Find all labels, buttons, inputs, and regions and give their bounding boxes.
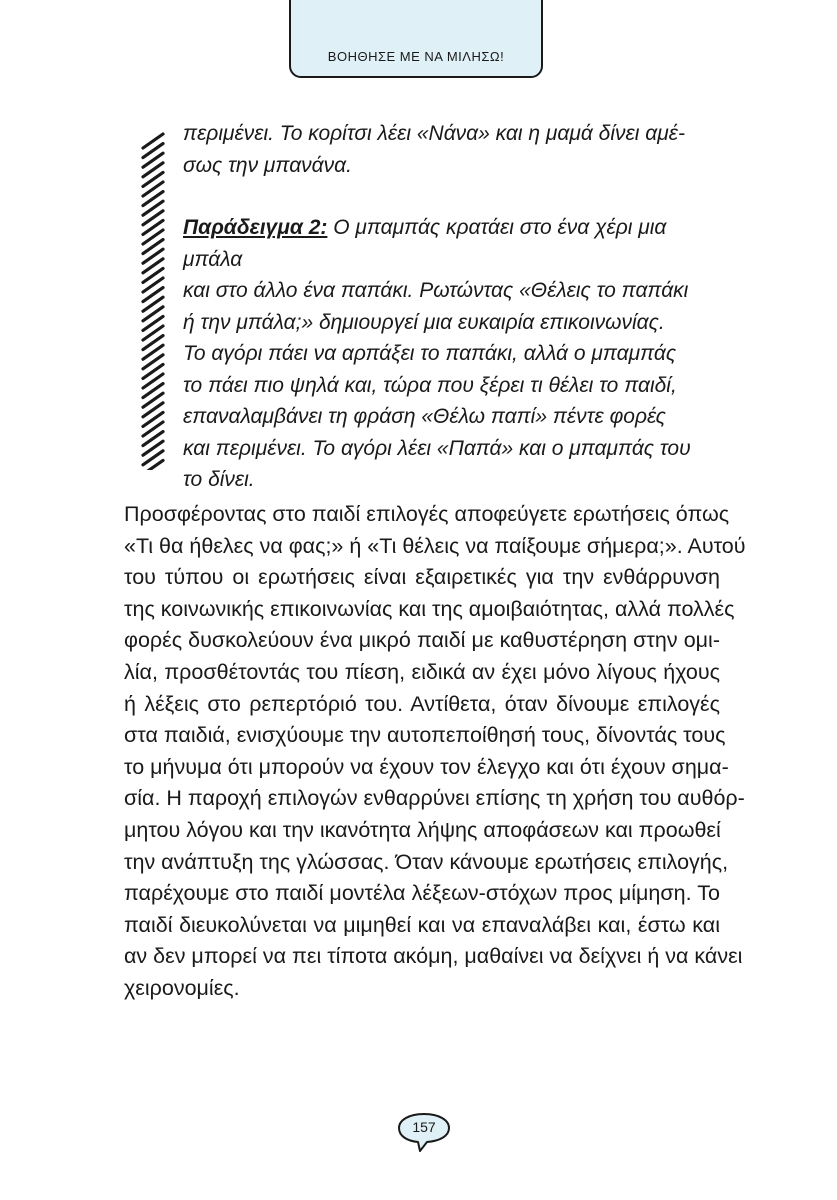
body-line: παρέχουμε στο παιδί μοντέλα λέξεων-στόχων προς μίμηση. Το: [124, 881, 720, 906]
body-line: της κοινωνικής επικοινωνίας και της αμοιβαιότητας, αλλά πολλές: [124, 596, 735, 621]
example-continuation-line-2: σως την μπανάνα.: [183, 153, 352, 177]
example-continuation-line-1: περιμένει. Το κορίτσι λέει «Νάνα» και η μαμά δίνει αμέ-: [183, 122, 685, 145]
body-paragraph: [124, 499, 746, 1005]
example-line: το πάει πιο ψηλά και, τώρα που ξέρει τι θέλει το παιδί,: [183, 373, 677, 397]
example-line: Ο μπαμπάς κρατάει στο ένα χέρι μια μπάλα: [183, 216, 667, 271]
body-line: Προσφέροντας στο παιδί επιλογές αποφεύγετε ερωτήσεις όπως: [124, 502, 730, 526]
example-label: Παράδειγμα 2:: [183, 216, 328, 239]
body-line: φορές δυσκολεύουν ένα μικρό παιδί με καθυστέρηση στην ομι-: [124, 628, 720, 653]
example-box: [140, 118, 700, 491]
example-line: και περιμένει. Το αγόρι λέει «Παπά» και ο μπαμπάς του: [183, 436, 691, 460]
body-line: του τύπου οι ερωτήσεις είναι εξαιρετικές για την ενθάρρυνση: [124, 565, 720, 590]
body-line: αν δεν μπορεί να πει τίποτα ακόμη, μαθαίνει να δείχνει ή να κάνει: [124, 944, 743, 969]
body-line: την ανάπτυξη της γλώσσας. Όταν κάνουμε ερωτήσεις επιλογής,: [124, 849, 729, 874]
example-line: Το αγόρι πάει να αρπάξει το παπάκι, αλλά ο μπαμπάς: [183, 342, 677, 365]
body-line: μητου λόγου και την ικανότητα λήψης αποφάσεων και προωθεί: [124, 817, 721, 842]
example-2-first-line: [183, 212, 703, 275]
body-line: στα παιδιά, ενισχύουμε την αυτοπεποίθησή τους, δίνοντάς τους: [124, 723, 726, 748]
body-line: το μήνυμα ότι μπορούν να έχουν τον έλεγχο και ότι έχουν σημα-: [124, 754, 729, 779]
body-line: λία, προσθέτοντάς του πίεση, ειδικά αν έχει μόνο λίγους ήχους: [124, 659, 720, 684]
body-line: «Τι θα ήθελες να φας;» ή «Τι θέλεις να παίξουμε σήμερα;». Αυτού: [124, 533, 746, 558]
example-line: και στο άλλο ένα παπάκι. Ρωτώντας «Θέλεις το παπάκι: [183, 279, 689, 302]
example-text: [183, 118, 703, 496]
example-line: ή την μπάλα;» δημιουργεί μια ευκαιρία επικοινωνίας.: [183, 310, 665, 334]
body-line: σία. Η παροχή επιλογών ενθαρρύνει επίσης τη χρήση του αυθόρ-: [124, 786, 745, 811]
running-header-tab: [289, 0, 543, 78]
example-line: επαναλαμβάνει τη φράση «Θέλω παπί» πέντε φορές: [183, 405, 666, 428]
body-line: παιδί διευκολύνεται να μιμηθεί και να επαναλάβει και, έστω και: [124, 912, 720, 937]
page-number-bubble: [396, 1112, 452, 1154]
body-line: χειρονομίες.: [124, 975, 240, 1000]
example-line: το δίνει.: [183, 468, 255, 491]
running-header-title: ΒΟΗΘΗΣΕ ΜΕ ΝΑ ΜΙΛΗΣΩ!: [327, 49, 505, 64]
hatch-stripes-decoration: [140, 126, 166, 470]
page-number: 157: [412, 1119, 436, 1135]
body-line: ή λέξεις στο ρεπερτόριό του. Αντίθετα, όταν δίνουμε επιλογές: [124, 691, 720, 716]
